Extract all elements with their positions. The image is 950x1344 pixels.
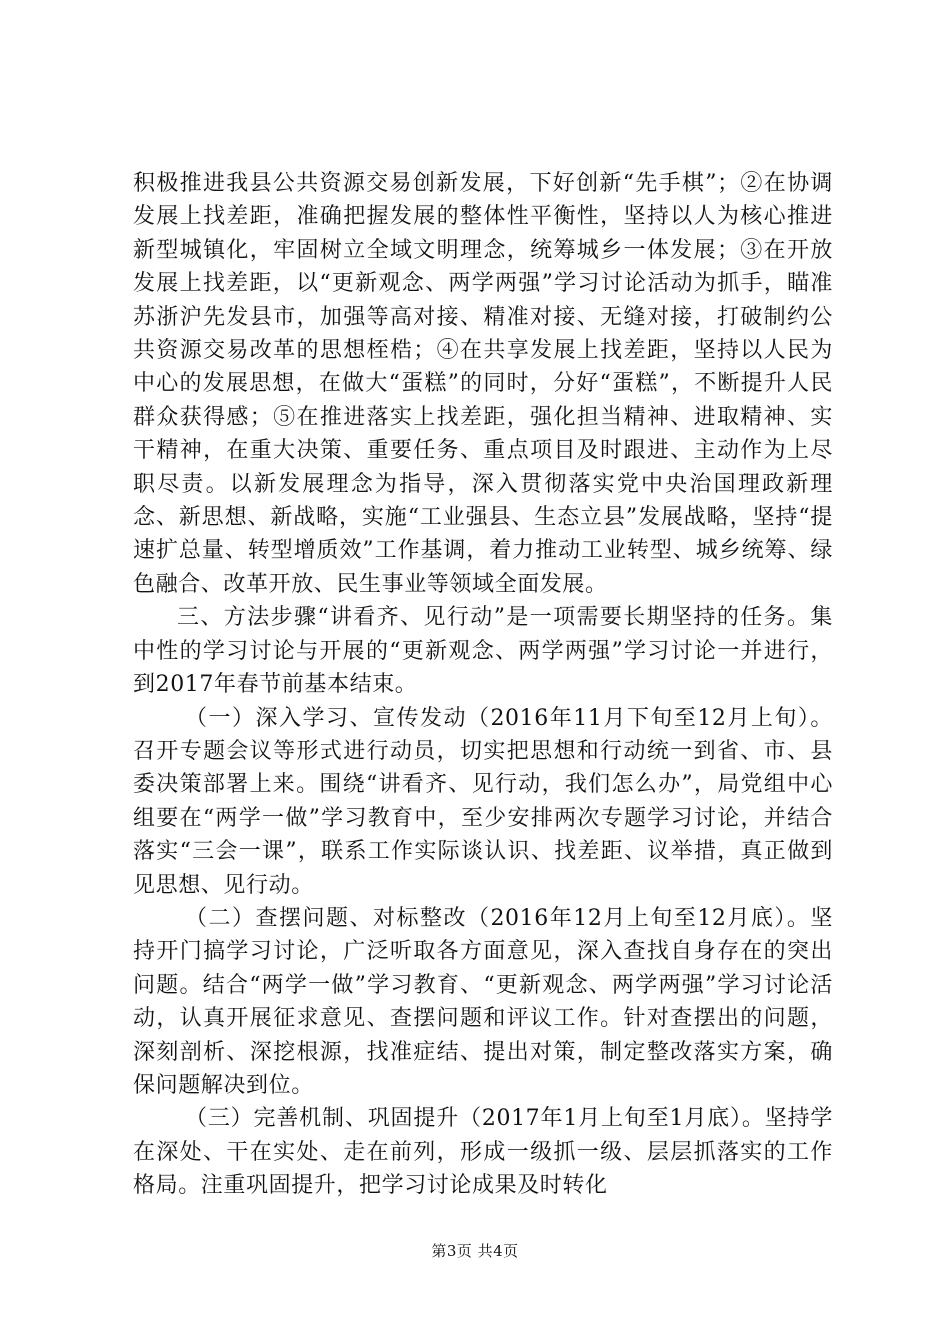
paragraph-method-steps: 三、方法步骤“讲看齐、见行动”是一项需要长期坚持的任务。集中性的学习讨论与开展的“更新观念、两学两强”学习讨论一并进行，到2017年春节前基本结束。 bbox=[133, 605, 833, 698]
paragraph-continuation: 积极推进我县公共资源交易创新发展，下好创新“先手棋”；②在协调发展上找差距，准确把握发展的整体性平衡性，坚持以人为核心推进新型城镇化，牢固树立全域文明理念，统筹城乡一体发展；③在开放发展上找差距，以“更新观念、两学两强”学习讨论活动为抓手，瞄准苏浙沪先发县市，加强等高对接、精准对接、无缝对接，打破制约公共资源交易改革的思想桎梏；④在共享发展上找差距，坚持以人民为中心的发展思想，在做大“蛋糕”的同时，分好“蛋糕”，不断提升人民群众获得感；⑤在推进落实上找差距，强化担当精神、进取精神、实干精神，在重大决策、重要任务、重点项目及时跟进、主动作为上尽职尽责。以新发展理念为指导，深入贯彻落实党中央治国理政新理念、新思想、新战略，实施“工业强县、生态立县”发展战略，坚持“提速扩总量、转型增质效”工作基调，着力推动工业转型、城乡统筹、绿色融合、改革开放、民生事业等领域全面发展。 bbox=[133, 171, 833, 597]
paragraph-step-three: （三）完善机制、巩固提升（2017年1月上旬至1月底）。坚持学在深处、干在实处、走在前列，形成一级抓一级、层层抓落实的工作格局。注重巩固提升，把学习讨论成果及时转化 bbox=[133, 1106, 833, 1199]
page-footer bbox=[0, 1240, 950, 1261]
paragraph-step-one: （一）深入学习、宣传发动（2016年11月下旬至12月上旬）。召开专题会议等形式进行动员，切实把思想和行动统一到省、市、县委决策部署上来。围绕“讲看齐、见行动，我们怎么办”，局党组中心组要在“两学一做”学习教育中，至少安排两次专题学习讨论，并结合落实“三会一课”，联系工作实际谈认识、找差距、议举措，真正做到见思想、见行动。 bbox=[133, 705, 833, 898]
document-body bbox=[133, 167, 833, 1203]
page-number-label: 第3页 共4页 bbox=[431, 1242, 519, 1260]
paragraph-step-two: （二）查摆问题、对标整改（2016年12月上旬至12月底）。坚持开门搞学习讨论，广泛听取各方面意见，深入查找自身存在的突出问题。结合“两学一做”学习教育、“更新观念、两学两强”学习讨论活动，认真开展征求意见、查摆问题和评议工作。针对查摆出的问题，深刻剖析、深挖根源，找准症结、提出对策，制定整改落实方案，确保问题解决到位。 bbox=[133, 905, 833, 1098]
